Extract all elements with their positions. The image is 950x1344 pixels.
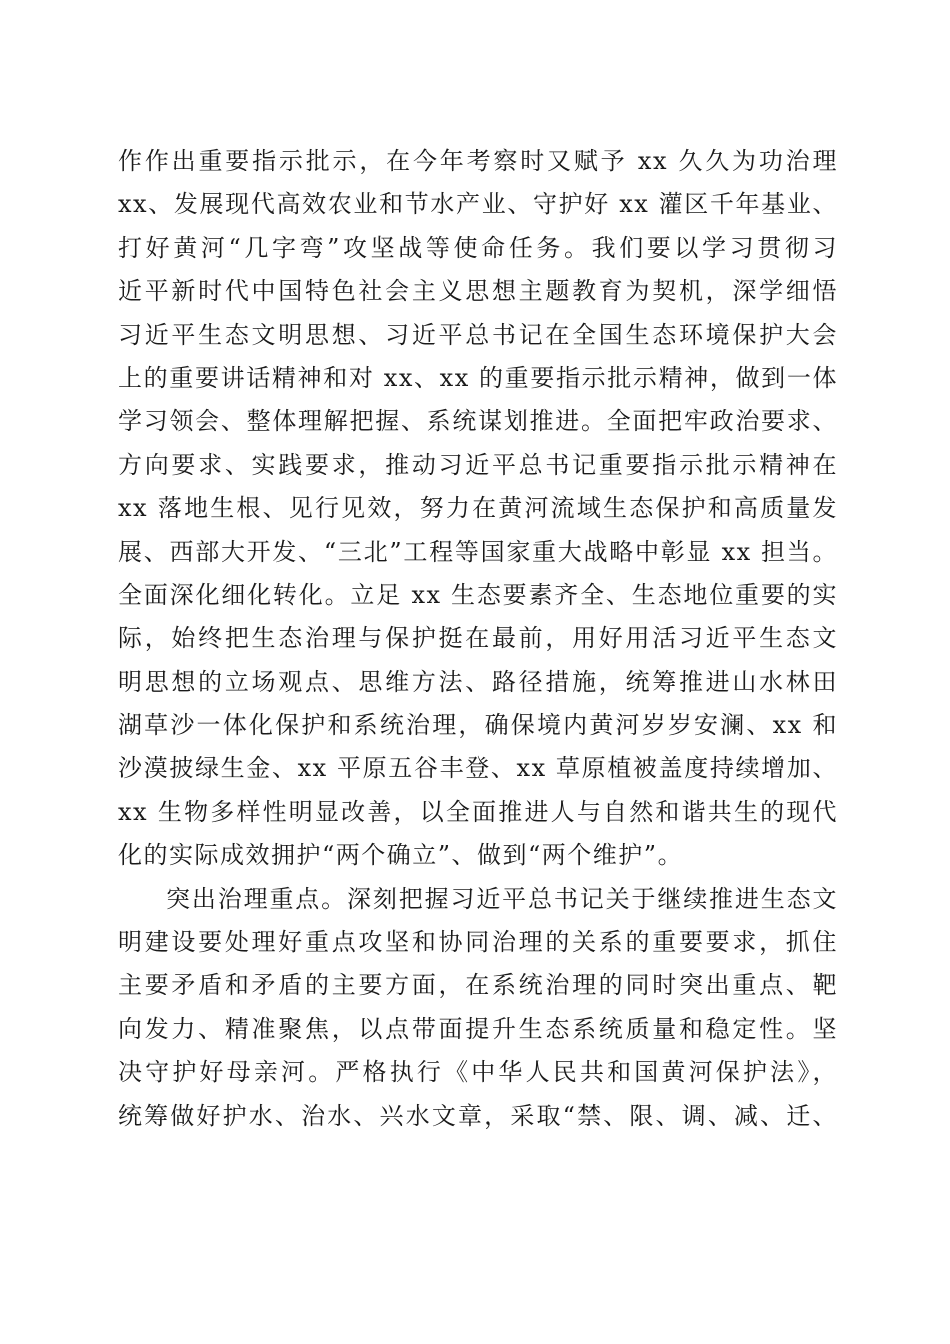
text-line-20: 主要矛盾和矛盾的主要方面，在系统治理的同时突出重点、靶 [118, 971, 838, 1000]
text-line-16: xx 生物多样性明显改善，以全面推进人与自然和谐共生的现代 [118, 797, 838, 826]
text-line-7: 学习领会、整体理解把握、系统谋划推进。全面把牢政治要求、 [118, 407, 838, 436]
text-line-1: 作作出重要指示批示，在今年考察时又赋予 xx 久久为功治理 [118, 147, 838, 175]
text-line-23: 统筹做好护水、治水、兴水文章，采取“禁、限、调、减、迁、 [118, 1101, 838, 1130]
text-line-11: 全面深化细化转化。立足 xx 生态要素齐全、生态地位重要的实 [118, 580, 838, 609]
text-line-21: 向发力、精准聚焦，以点带面提升生态系统质量和稳定性。坚 [118, 1014, 838, 1043]
text-line-4: 近平新时代中国特色社会主义思想主题教育为契机，深学细悟 [118, 277, 838, 306]
text-line-9: xx 落地生根、见行见效，努力在黄河流域生态保护和高质量发 [118, 494, 838, 523]
text-line-12: 际，始终把生态治理与保护挺在最前，用好用活习近平生态文 [118, 624, 838, 653]
text-line-10: 展、西部大开发、“三北”工程等国家重大战略中彰显 xx 担当。 [118, 537, 838, 566]
body-text [118, 140, 838, 1138]
text-line-2: xx、发展现代高效农业和节水产业、守护好 xx 灌区千年基业、 [118, 190, 838, 219]
text-line-8: 方向要求、实践要求，推动习近平总书记重要指示批示精神在 [118, 450, 838, 479]
text-line-19: 明建设要处理好重点攻坚和协同治理的关系的重要要求，抓住 [118, 928, 838, 957]
text-line-6: 上的重要讲话精神和对 xx、xx 的重要指示批示精神，做到一体 [118, 363, 838, 392]
text-line-3: 打好黄河“几字弯”攻坚战等使命任务。我们要以学习贯彻习 [118, 233, 838, 262]
text-line-17: 化的实际成效拥护“两个确立”、做到“两个维护”。 [118, 841, 684, 870]
text-line-13: 明思想的立场观点、思维方法、路径措施，统筹推进山水林田 [118, 667, 838, 696]
text-line-18: 突出治理重点。深刻把握习近平总书记关于继续推进生态文 [166, 884, 838, 913]
text-line-14: 湖草沙一体化保护和系统治理，确保境内黄河岁岁安澜、xx 和 [118, 711, 838, 740]
text-line-15: 沙漠披绿生金、xx 平原五谷丰登、xx 草原植被盖度持续增加、 [118, 754, 838, 783]
text-line-22: 决守护好母亲河。严格执行《中华人民共和国黄河保护法》， [118, 1058, 838, 1087]
text-line-5: 习近平生态文明思想、习近平总书记在全国生态环境保护大会 [118, 320, 838, 349]
